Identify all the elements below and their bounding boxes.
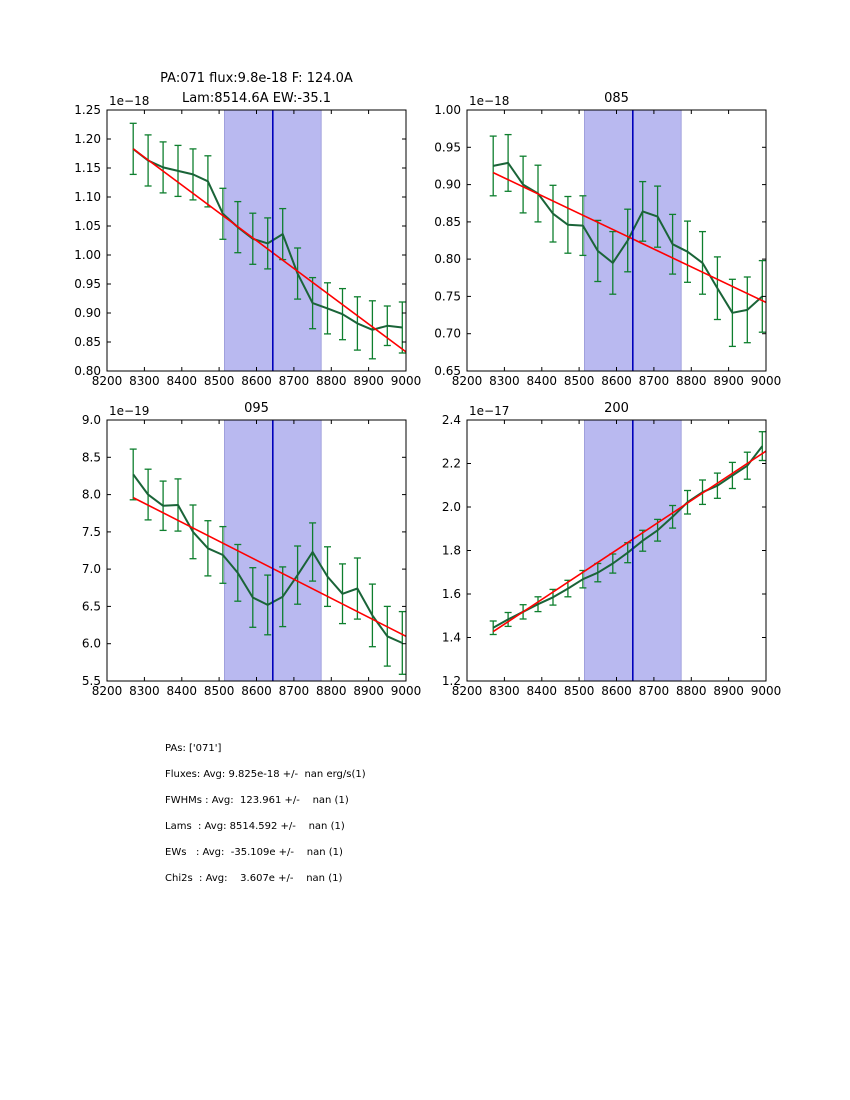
y-tick-labels [74,103,101,378]
svg-text:1.6: 1.6 [441,587,461,601]
svg-text:9000: 9000 [750,374,782,388]
svg-text:7.5: 7.5 [81,524,101,539]
stats-block [165,736,366,892]
svg-text:8800: 8800 [316,684,347,698]
svg-text:8300: 8300 [489,374,520,388]
svg-text:8500: 8500 [563,374,595,388]
svg-text:0.85: 0.85 [74,335,101,349]
svg-text:1.10: 1.10 [74,190,101,204]
svg-text:8400: 8400 [166,374,198,388]
svg-text:8600: 8600 [241,684,272,698]
svg-text:1.00: 1.00 [434,103,461,117]
axis-offset-label: 1e−18 [109,94,150,108]
svg-text:8200: 8200 [91,374,123,388]
y-tick-labels [82,413,101,688]
plot-title: 095 [244,401,269,416]
svg-text:1.4: 1.4 [441,630,461,645]
y-tick-labels [434,103,461,378]
svg-text:2.0: 2.0 [441,500,461,514]
svg-text:1.20: 1.20 [74,132,101,146]
svg-text:5.5: 5.5 [81,674,101,688]
svg-text:8900: 8900 [713,374,744,388]
plot-title: Lam:8514.6A EW:-35.1 [181,91,332,106]
svg-text:0.85: 0.85 [434,214,461,229]
stats-line-pas: PAs: ['071'] [165,743,222,754]
plot-title: PA:071 flux:9.8e-18 F: 124.0A [160,71,353,86]
svg-text:8400: 8400 [166,684,198,698]
svg-text:2.2: 2.2 [441,456,461,471]
axis-offset-label: 1e−18 [469,94,510,108]
svg-text:8900: 8900 [713,684,744,698]
svg-text:6.0: 6.0 [81,636,101,651]
svg-text:7.0: 7.0 [81,562,101,577]
svg-text:8900: 8900 [353,374,384,388]
svg-text:1.15: 1.15 [74,161,101,175]
svg-text:8500: 8500 [203,374,235,388]
svg-text:0.95: 0.95 [434,140,461,155]
svg-text:8400: 8400 [526,374,558,388]
stats-line-chi2s: Chi2s : Avg: 3.607e +/- nan (1) [165,873,343,884]
svg-text:9000: 9000 [750,684,782,698]
svg-text:8800: 8800 [676,374,707,388]
svg-text:1.8: 1.8 [441,543,461,558]
svg-text:8800: 8800 [316,374,347,388]
pa071-plot [47,55,426,416]
svg-text:8900: 8900 [353,684,384,698]
svg-text:2.4: 2.4 [441,413,461,427]
chart-pa071 [47,55,426,416]
svg-text:0.70: 0.70 [434,326,461,341]
svg-text:8200: 8200 [91,684,123,698]
svg-text:0.80: 0.80 [434,252,461,267]
svg-text:8600: 8600 [601,374,632,388]
svg-text:9.0: 9.0 [81,413,101,427]
plot-095 [47,365,426,726]
axis-offset-label: 1e−17 [469,404,510,418]
y-tick-labels [442,413,461,688]
stats-line-fluxes: Fluxes: Avg: 9.825e-18 +/- nan erg/s(1) [165,769,366,780]
svg-text:8200: 8200 [451,684,483,698]
plot-title: 200 [604,401,629,416]
svg-text:0.65: 0.65 [434,364,461,378]
svg-text:8700: 8700 [638,374,670,388]
svg-text:0.80: 0.80 [74,364,101,378]
stats-line-ews: EWs : Avg: -35.109e +/- nan (1) [165,847,343,858]
chart-200 [407,365,786,726]
svg-text:0.90: 0.90 [74,306,101,320]
svg-text:8700: 8700 [638,684,670,698]
svg-text:1.25: 1.25 [74,103,101,117]
plot-085 [407,55,786,416]
svg-text:8500: 8500 [563,684,595,698]
svg-text:0.90: 0.90 [434,177,461,192]
svg-text:9000: 9000 [390,684,422,698]
axis-offset-label: 1e−19 [109,404,150,418]
plot-title: 085 [604,91,629,106]
stats-line-lams: Lams : Avg: 8514.592 +/- nan (1) [165,821,345,832]
svg-text:0.75: 0.75 [434,289,461,304]
svg-text:8600: 8600 [601,684,632,698]
svg-text:1.00: 1.00 [74,248,101,262]
svg-text:8.5: 8.5 [81,450,101,465]
svg-text:9000: 9000 [390,374,422,388]
svg-text:8600: 8600 [241,374,272,388]
svg-text:8800: 8800 [676,684,707,698]
svg-text:8300: 8300 [129,684,160,698]
svg-text:1.05: 1.05 [74,219,101,233]
chart-095 [47,365,426,726]
svg-text:8700: 8700 [278,684,310,698]
svg-text:6.5: 6.5 [81,599,101,614]
svg-text:8500: 8500 [203,684,235,698]
svg-text:0.95: 0.95 [74,277,101,291]
svg-text:8.0: 8.0 [81,487,101,502]
x-tick-labels [452,684,782,698]
plot-200 [407,365,786,726]
svg-text:8400: 8400 [526,684,558,698]
chart-085 [407,55,786,416]
svg-text:8300: 8300 [129,374,160,388]
svg-text:8300: 8300 [489,684,520,698]
svg-text:8200: 8200 [451,374,483,388]
stats-line-fwhms: FWHMs : Avg: 123.961 +/- nan (1) [165,795,349,806]
x-tick-labels [92,684,422,698]
svg-text:8700: 8700 [278,374,310,388]
svg-text:1.2: 1.2 [441,674,461,688]
